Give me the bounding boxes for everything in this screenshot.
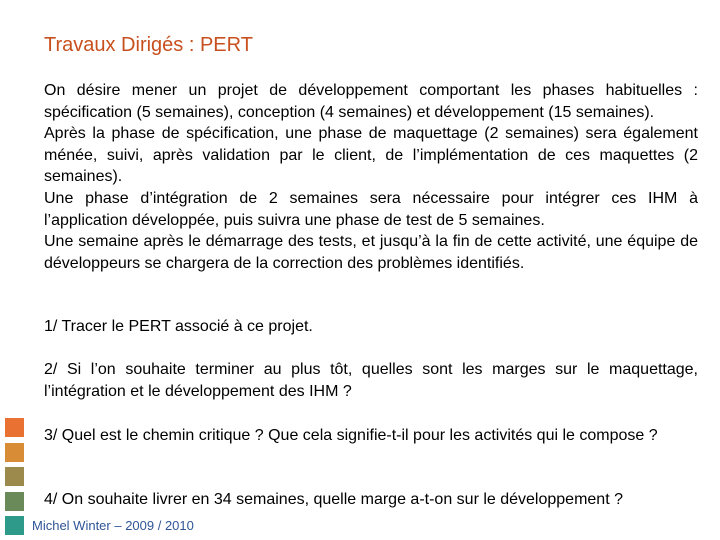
question-2: 2/ Si l’on souhaite terminer au plus tôt, quelles sont les marges sur le maquettage, l’intégration et le développement des IHM ? bbox=[44, 361, 698, 400]
decor-square bbox=[5, 418, 24, 437]
question-4: 4/ On souhaite livrer en 34 semaines, quelle marge a-t-on sur le développement ? bbox=[44, 491, 623, 508]
intro-paragraph: Après la phase de spécification, une phase de maquettage (2 semaines) sera également ménée, suivi, après validation par le client, de l’implémentation de ces maquettes (2 semaines). bbox=[44, 125, 698, 186]
slide-title: Travaux Dirigés : PERT bbox=[44, 34, 253, 56]
question-3: 3/ Quel est le chemin critique ? Que cela signifie-t-il pour les activités qui le compose ? bbox=[44, 427, 658, 444]
decor-square bbox=[5, 467, 24, 486]
decor-square bbox=[5, 492, 24, 511]
intro-paragraph: On désire mener un projet de développement comportant les phases habituelles : spécification (5 semaines), conception (4 semaines) et développement (15 semaines). bbox=[44, 82, 698, 121]
decor-square bbox=[5, 516, 24, 535]
intro-paragraph: Une phase d’intégration de 2 semaines sera nécessaire pour intégrer ces IHM à l’application développée, puis suivra une phase de test de 5 semaines. bbox=[44, 189, 698, 229]
question-1: 1/ Tracer le PERT associé à ce projet. bbox=[44, 318, 313, 335]
decor-square bbox=[5, 443, 24, 462]
footer-author: Michel Winter – 2009 / 2010 bbox=[32, 518, 194, 533]
intro-text bbox=[44, 80, 698, 274]
intro-paragraph: Une semaine après le démarrage des tests, et jusqu’à la fin de cette activité, une équipe de développeurs se chargera de la correction des problèmes identifiés. bbox=[44, 233, 698, 272]
